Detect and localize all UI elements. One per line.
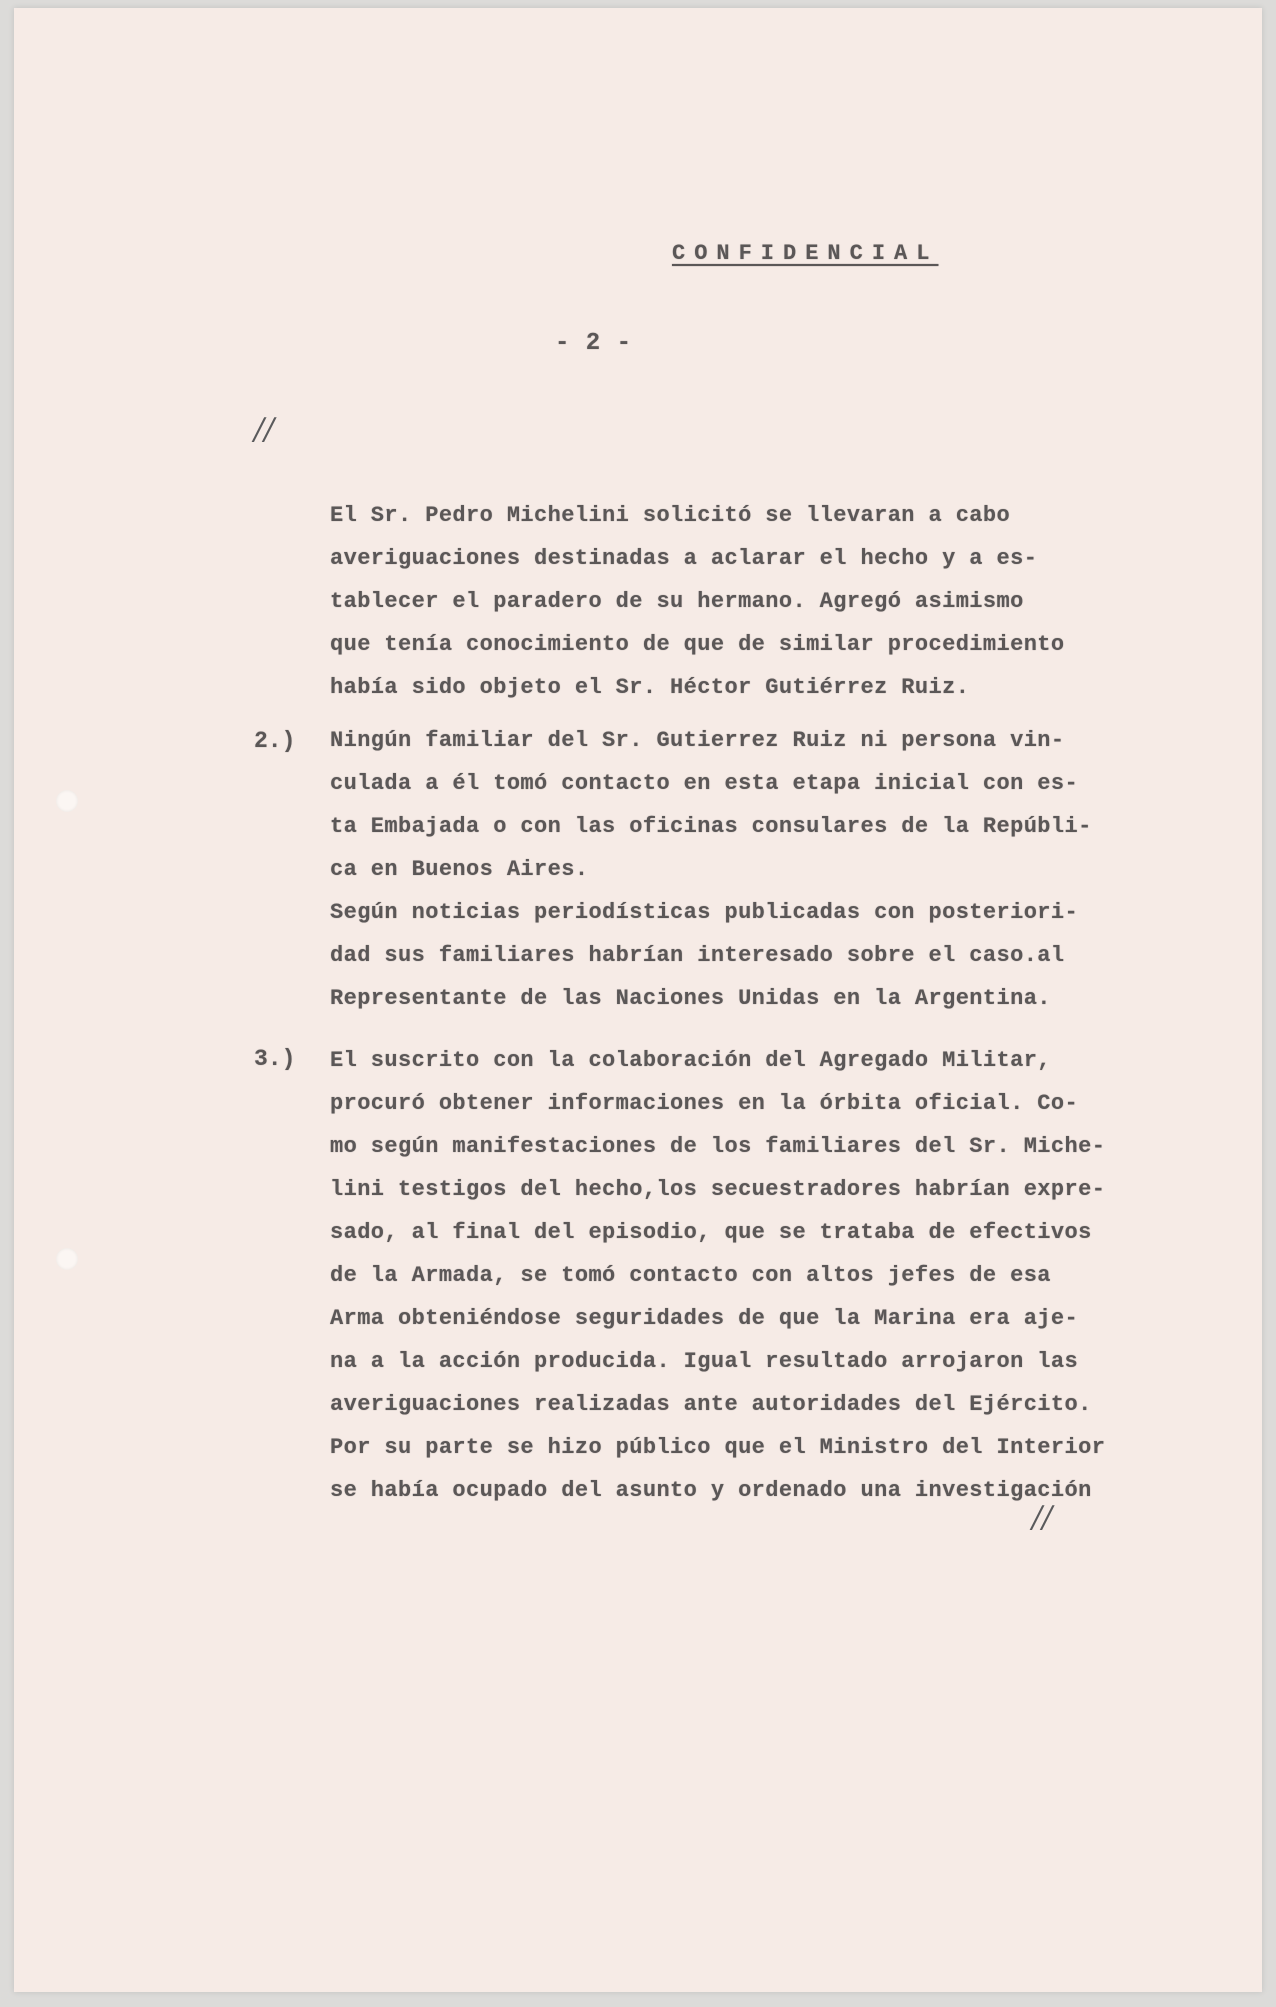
punch-hole-top bbox=[56, 790, 78, 812]
paragraph-line: Arma obteniéndose seguridades de que la Marina era aje- bbox=[330, 1306, 1079, 1331]
paragraph-number-3: 3.) bbox=[254, 1046, 296, 1072]
paragraph-line: Representante de las Naciones Unidas en la Argentina. bbox=[330, 986, 1051, 1011]
page-number: - 2 - bbox=[555, 330, 633, 357]
paragraph-line: El suscrito con la colaboración del Agregado Militar, bbox=[330, 1048, 1051, 1073]
paragraph-line: se había ocupado del asunto y ordenado una investigación bbox=[330, 1478, 1092, 1503]
paragraph-line: dad sus familiares habrían interesado sobre el caso.al bbox=[330, 943, 1065, 968]
paragraph-line: había sido objeto el Sr. Héctor Gutiérrez Ruiz. bbox=[330, 675, 970, 700]
paragraph-line: que tenía conocimiento de que de similar procedimiento bbox=[330, 632, 1065, 657]
paragraph-number-2: 2.) bbox=[254, 728, 296, 754]
paragraph-line: ca en Buenos Aires. bbox=[330, 857, 589, 882]
continuation-mark-top: // bbox=[254, 412, 275, 447]
paragraph-line: procuró obtener informaciones en la órbita oficial. Co- bbox=[330, 1091, 1079, 1116]
punch-hole-bottom bbox=[56, 1248, 78, 1270]
paragraph-line: na a la acción producida. Igual resultado arrojaron las bbox=[330, 1349, 1079, 1374]
paragraph-line: lini testigos del hecho,los secuestradores habrían expre- bbox=[330, 1177, 1106, 1202]
paragraph-line: El Sr. Pedro Michelini solicitó se llevaran a cabo bbox=[330, 503, 1011, 528]
paragraph-2 bbox=[330, 719, 1150, 1020]
paragraph-line: Ningún familiar del Sr. Gutierrez Ruiz ni persona vin- bbox=[330, 728, 1065, 753]
paragraph-line: averiguaciones destinadas a aclarar el hecho y a es- bbox=[330, 546, 1038, 571]
paragraph-line: averiguaciones realizadas ante autoridades del Ejército. bbox=[330, 1392, 1092, 1417]
paragraph-line: tablecer el paradero de su hermano. Agregó asimismo bbox=[330, 589, 1024, 614]
paragraph-line: mo según manifestaciones de los familiares del Sr. Miche- bbox=[330, 1134, 1106, 1159]
classification-heading: CONFIDENCIAL bbox=[672, 241, 939, 266]
paragraph-line: de la Armada, se tomó contacto con altos jefes de esa bbox=[330, 1263, 1051, 1288]
paragraph-1 bbox=[330, 494, 1150, 709]
paragraph-line: sado, al final del episodio, que se trataba de efectivos bbox=[330, 1220, 1092, 1245]
paragraph-line: ta Embajada o con las oficinas consulares de la Repúbli- bbox=[330, 814, 1092, 839]
continuation-mark-bottom: // bbox=[1032, 1500, 1053, 1535]
paragraph-line: Por su parte se hizo público que el Ministro del Interior bbox=[330, 1435, 1106, 1460]
paragraph-line: culada a él tomó contacto en esta etapa inicial con es- bbox=[330, 771, 1079, 796]
paragraph-3 bbox=[330, 1039, 1150, 1512]
paragraph-line: Según noticias periodísticas publicadas con posteriori- bbox=[330, 900, 1079, 925]
